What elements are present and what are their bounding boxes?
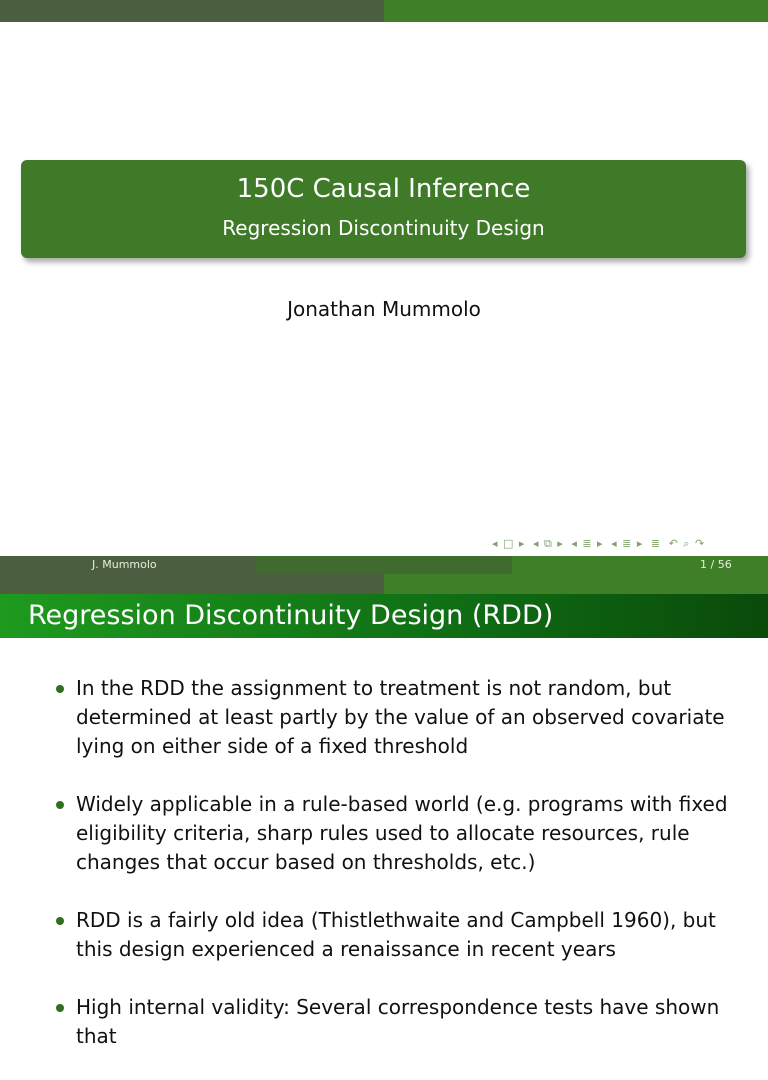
slide2-top-bar-left xyxy=(0,574,384,594)
top-bar-right xyxy=(384,0,768,22)
bullet-dot-icon xyxy=(56,917,64,925)
top-bar-left xyxy=(0,0,384,22)
nav-frame-icon[interactable]: ◂ □ ▸ xyxy=(492,537,526,550)
slide2-title: Regression Discontinuity Design (RDD) xyxy=(28,600,554,631)
nav-section-icon[interactable]: ◂ ≣ ▸ xyxy=(571,537,604,550)
bullet-list xyxy=(56,674,756,1080)
bullet-dot-icon xyxy=(56,801,64,809)
bullet-text: RDD is a fairly old idea (Thistlethwaite and Campbell 1960), but this design experienced a renaissance in recent years xyxy=(76,908,716,961)
bullet-text: Widely applicable in a rule-based world (e.g. programs with fixed eligibility criteria, sharp rules used to allocate resources, rule changes that occur based on thresholds, etc.) xyxy=(76,792,728,874)
bullet-item xyxy=(56,790,756,877)
bullet-item xyxy=(56,674,756,761)
bullet-text: In the RDD the assignment to treatment is not random, but determined at least partly by the value of an observed covariate lying on either side of a fixed threshold xyxy=(76,676,725,758)
slide2-top-bar-right xyxy=(384,574,768,594)
footer-page-number: 1 / 56 xyxy=(700,558,732,571)
author-name: Jonathan Mummolo xyxy=(287,297,481,321)
nav-search-icon[interactable]: ↶ ⌕ ↷ xyxy=(668,537,706,550)
nav-toc-icon[interactable]: ≣ xyxy=(650,537,662,550)
footer-mid-band xyxy=(256,556,512,574)
bullet-item xyxy=(56,906,756,964)
bullet-dot-icon xyxy=(56,1004,64,1012)
title-box xyxy=(21,160,746,258)
nav-subsection-icon[interactable]: ◂ ⧉ ▸ xyxy=(532,537,564,550)
bullet-item xyxy=(56,993,756,1051)
slide-title: 150C Causal Inference xyxy=(236,174,531,204)
navigation-controls[interactable] xyxy=(492,537,764,553)
footer-author: J. Mummolo xyxy=(92,558,157,571)
bullet-dot-icon xyxy=(56,685,64,693)
nav-subsubsection-icon[interactable]: ◂ ≣ ▸ xyxy=(611,537,644,550)
bullet-text: High internal validity: Several correspondence tests have shown that xyxy=(76,995,720,1048)
slide-subtitle: Regression Discontinuity Design xyxy=(222,216,545,240)
